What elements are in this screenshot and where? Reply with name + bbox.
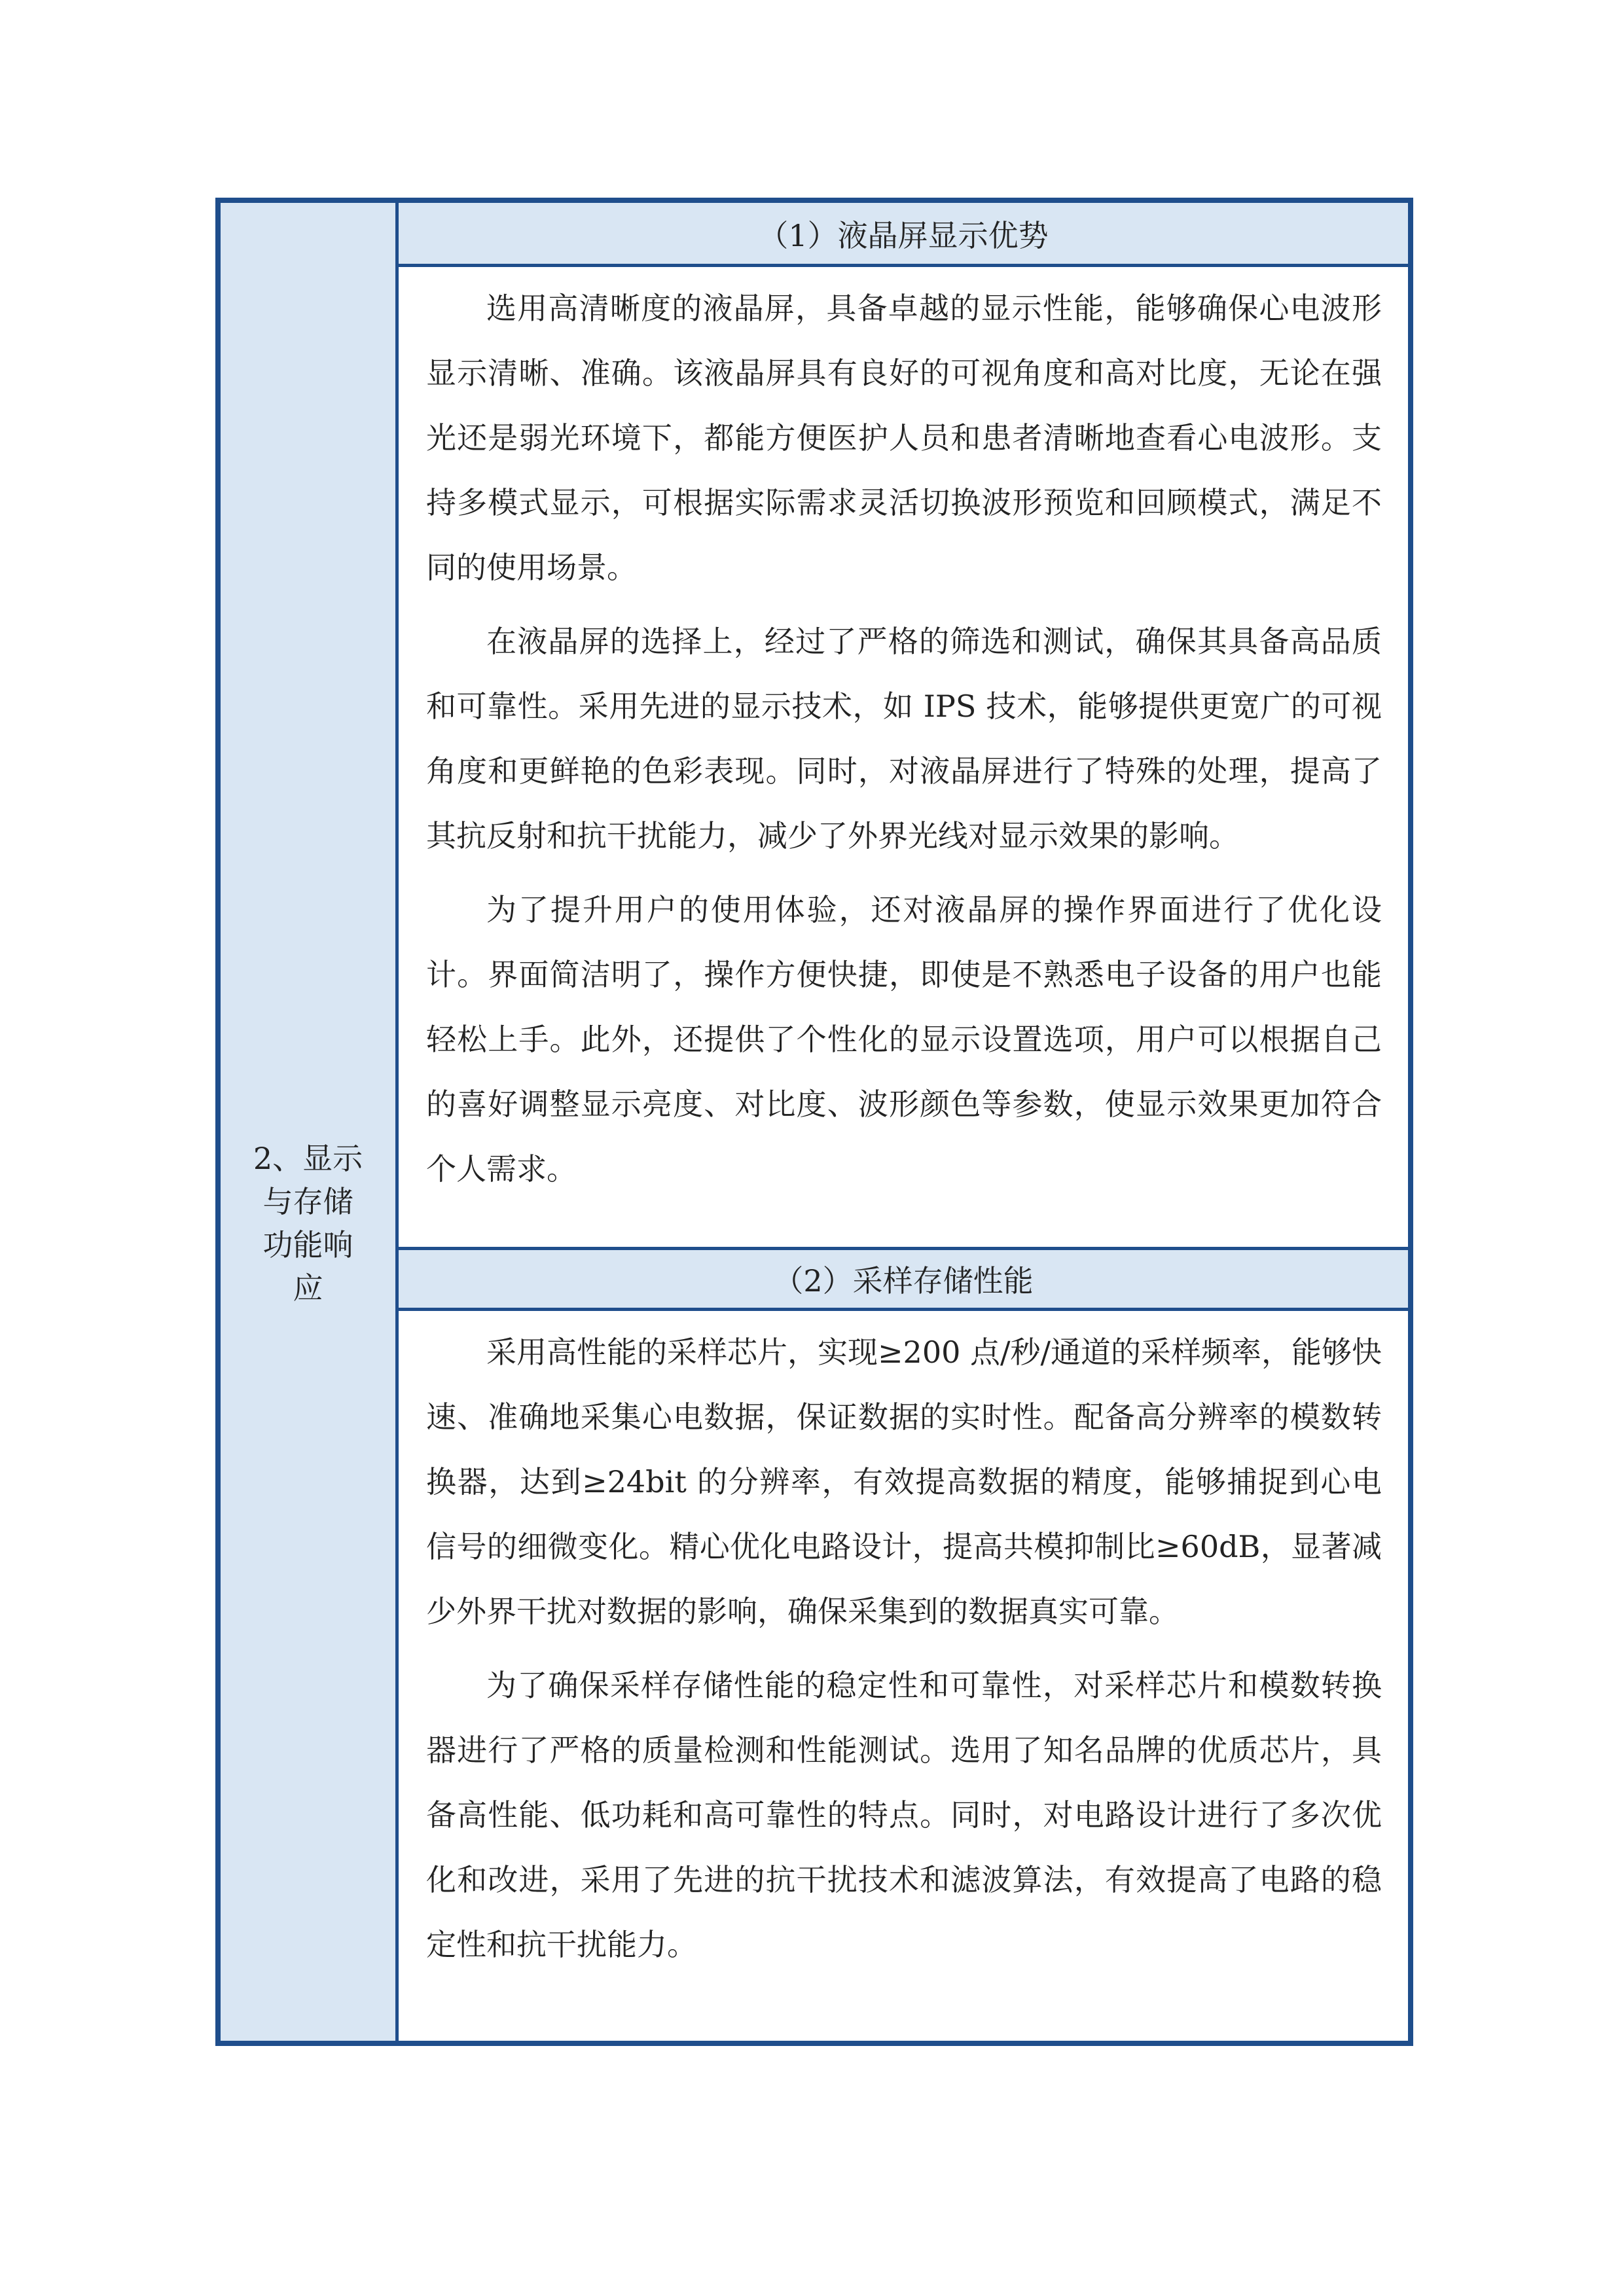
section-header-lcd: （1）液晶屏显示优势 <box>399 203 1408 267</box>
spec-table <box>215 198 1413 2046</box>
section-header-sampling: （2）采样存储性能 <box>399 1247 1408 1311</box>
paragraph: 为了提升用户的使用体验，还对液晶屏的操作界面进行了优化设计。界面简洁明了，操作方便快捷，即使是不熟悉电子设备的用户也能轻松上手。此外，还提供了个性化的显示设置选项，用户可以根据自己的喜好调整显示亮度、对比度、波形颜色等参数，使显示效果更加符合个人需求。 <box>426 892 1382 1187</box>
row-label-cell <box>221 203 399 2041</box>
content-column <box>399 203 1408 2041</box>
paragraph: 选用高清晰度的液晶屏，具备卓越的显示性能，能够确保心电波形显示清晰、准确。该液晶屏具有良好的可视角度和高对比度，无论在强光还是弱光环境下，都能方便医护人员和患者清晰地查看心电波形。支持多模式显示，可根据实际需求灵活切换波形预览和回顾模式，满足不同的使用场景。 <box>426 291 1382 585</box>
paragraph: 在液晶屏的选择上，经过了严格的筛选和测试，确保其具备高品质和可靠性。采用先进的显示技术，如 IPS 技术，能够提供更宽广的可视角度和更鲜艳的色彩表现。同时，对液晶屏进行了特殊的处理，提高了其抗反射和抗干扰能力，减少了外界光线对显示效果的影响。 <box>426 624 1382 853</box>
section-body-sampling <box>399 1311 1408 2041</box>
paragraph: 为了确保采样存储性能的稳定性和可靠性，对采样芯片和模数转换器进行了严格的质量检测和性能测试。选用了知名品牌的优质芯片，具备高性能、低功耗和高可靠性的特点。同时，对电路设计进行了多次优化和改进，采用了先进的抗干扰技术和滤波算法，有效提高了电路的稳定性和抗干扰能力。 <box>426 1668 1382 1962</box>
paragraph: 采用高性能的采样芯片，实现≥200 点/秒/通道的采样频率，能够快速、准确地采集心电数据，保证数据的实时性。配备高分辨率的模数转换器，达到≥24bit 的分辨率，有效提高数据的精度，能够捕捉到心电信号的细微变化。精心优化电路设计，提高共模抑制比≥60dB，显著减少外界干扰对数据的影响，确保采集到的数据真实可靠。 <box>426 1335 1382 1629</box>
row-label: 2、显示与存储功能响应 <box>253 1141 363 1306</box>
section-body-lcd <box>399 267 1408 1247</box>
